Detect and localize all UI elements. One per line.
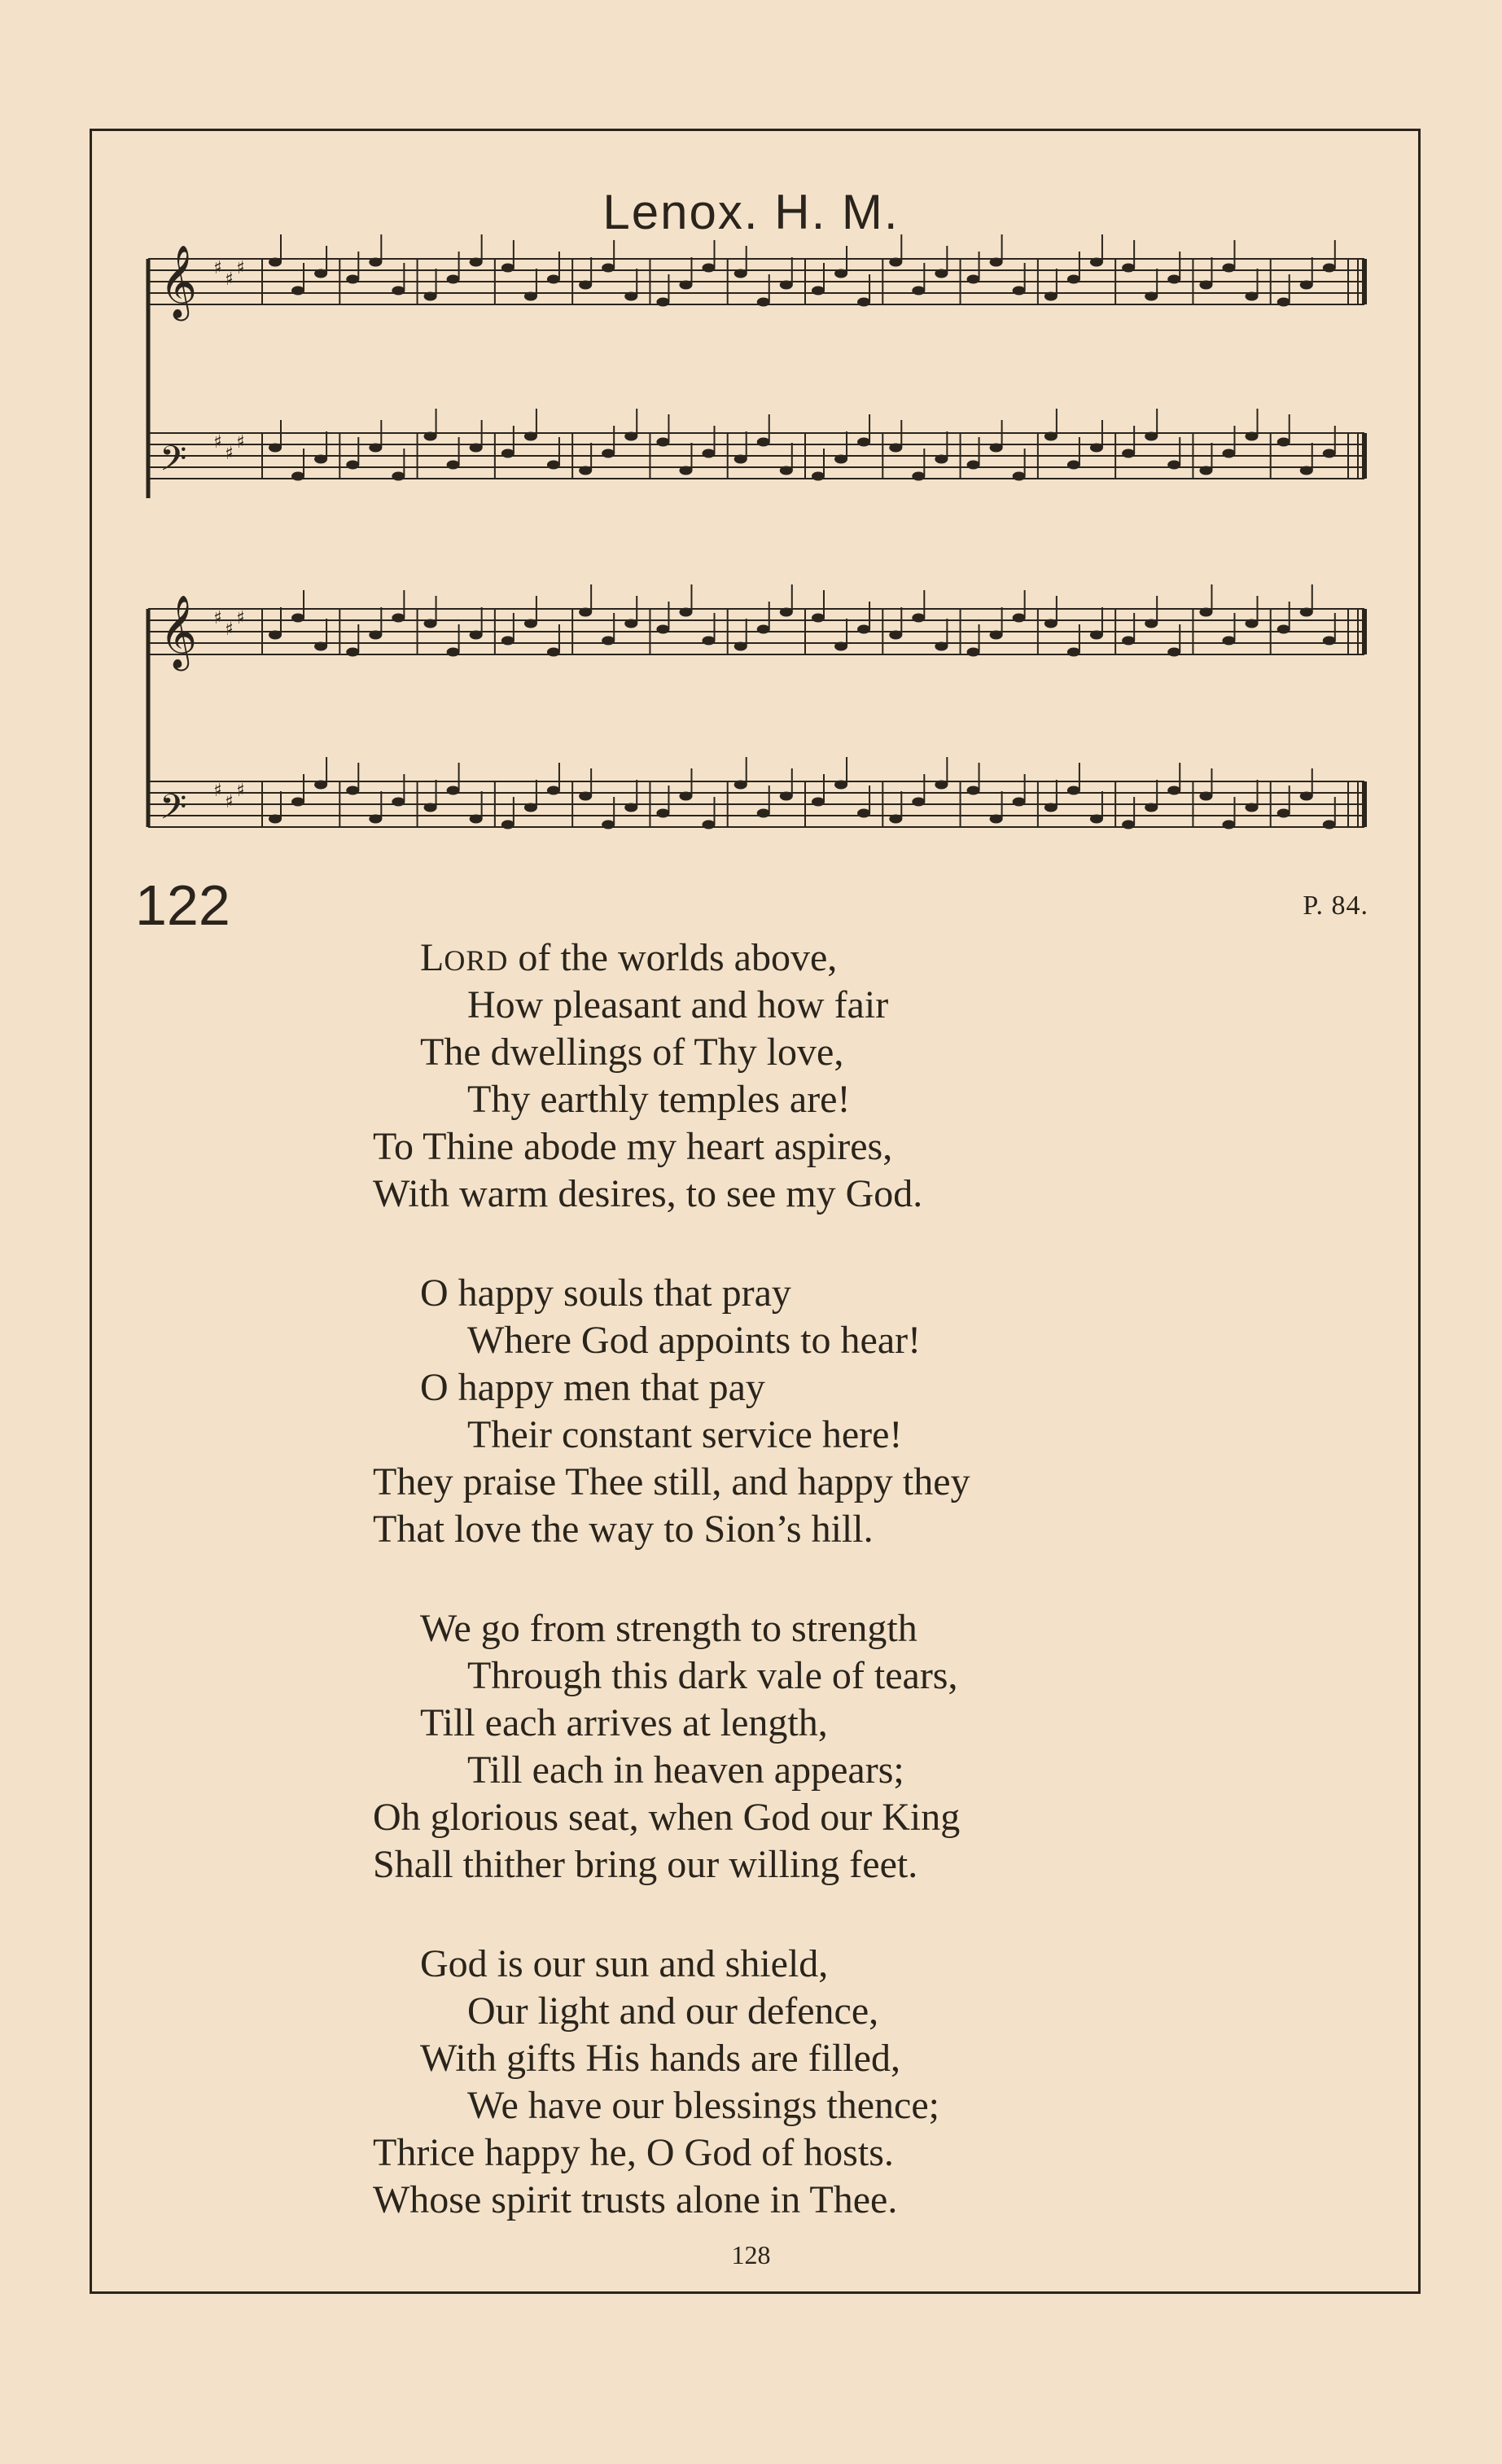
note-head [447, 648, 460, 657]
note-head [1090, 631, 1103, 640]
note-head [470, 258, 483, 267]
note-head [679, 466, 692, 475]
note-head [679, 281, 692, 290]
note-head [447, 275, 460, 284]
sharp-sign: ♯ [213, 258, 222, 278]
stanza-2-line-1: O happy souls that pray [420, 1271, 791, 1315]
note-head [1167, 648, 1180, 657]
note-head [679, 792, 692, 801]
note-head [1167, 461, 1180, 470]
stanza-2-line-4: Their constant service here! [467, 1413, 903, 1456]
note-head [1067, 786, 1080, 795]
note-head [602, 821, 615, 829]
note-head [624, 619, 637, 628]
note-head [912, 798, 925, 807]
note-head [967, 461, 980, 470]
note-head [1145, 432, 1158, 441]
note-head [1246, 619, 1259, 628]
note-head [703, 449, 716, 458]
note-head [524, 292, 537, 301]
sharp-sign: ♯ [236, 781, 245, 801]
note-head [269, 258, 282, 267]
note-head [392, 472, 405, 481]
stanza-3-line-6: Shall thither bring our willing feet. [373, 1843, 918, 1886]
bass-clef: 𝄢 [160, 439, 187, 488]
note-head [912, 287, 925, 295]
note-head [935, 642, 948, 651]
note-head [679, 608, 692, 617]
note-head [269, 631, 282, 640]
note-head [424, 292, 437, 301]
note-head [1090, 815, 1103, 824]
note-head [1300, 792, 1313, 801]
sharp-sign: ♯ [236, 608, 245, 628]
note-head [1323, 637, 1336, 646]
note-head [889, 631, 902, 640]
note-head [1067, 648, 1080, 657]
note-head [935, 269, 948, 278]
note-head [857, 809, 870, 818]
note-head [1044, 292, 1058, 301]
note-head [291, 472, 304, 481]
note-head [291, 614, 304, 623]
sharp-sign: ♯ [213, 432, 222, 453]
note-head [1246, 803, 1259, 812]
treble-clef: 𝄞 [160, 245, 198, 318]
note-head [579, 792, 592, 801]
note-head [447, 461, 460, 470]
note-head [1277, 438, 1290, 447]
note-head [780, 466, 793, 475]
note-head [1044, 432, 1058, 441]
note-head [547, 648, 560, 657]
note-head [547, 275, 560, 284]
note-head [889, 815, 902, 824]
note-head [780, 608, 793, 617]
hymn-number: 122 [135, 873, 230, 937]
note-head [780, 281, 793, 290]
note-head [1277, 809, 1290, 818]
note-head [889, 444, 902, 453]
note-head [579, 608, 592, 617]
note-head [1145, 619, 1158, 628]
note-head [857, 298, 870, 307]
page-number: 128 [731, 2240, 771, 2269]
stanza-2-line-3: O happy men that pay [420, 1366, 765, 1409]
note-head [470, 631, 483, 640]
stanza-3-line-2: Through this dark vale of tears, [467, 1654, 958, 1697]
note-head [314, 781, 327, 790]
tune-title: Lenox. H. M. [602, 185, 900, 239]
note-head [967, 786, 980, 795]
stanza-3-line-3: Till each arrives at length, [420, 1701, 828, 1744]
note-head [1044, 619, 1058, 628]
sharp-sign: ♯ [225, 792, 234, 812]
note-head [1167, 786, 1180, 795]
note-head [1199, 466, 1212, 475]
note-head [392, 287, 405, 295]
note-head [1090, 444, 1103, 453]
note-head [912, 472, 925, 481]
note-head [624, 432, 637, 441]
note-head [346, 648, 359, 657]
note-head [346, 461, 359, 470]
stanza-2-line-2: Where God appoints to hear! [467, 1319, 922, 1362]
sharp-sign: ♯ [213, 608, 222, 628]
note-head [424, 803, 437, 812]
stanza-1-line-2: How pleasant and how fair [467, 983, 889, 1026]
note-head [1246, 432, 1259, 441]
staff-systems [148, 234, 1364, 836]
note-head [834, 455, 847, 464]
note-head [834, 642, 847, 651]
note-head [703, 637, 716, 646]
note-head [624, 292, 637, 301]
note-head [579, 281, 592, 290]
note-head [990, 258, 1003, 267]
note-head [1122, 637, 1135, 646]
note-head [470, 444, 483, 453]
sharp-sign: ♯ [236, 432, 245, 453]
note-head [269, 444, 282, 453]
stanza-3-line-1: We go from strength to strength [420, 1607, 917, 1650]
stanza-4-line-3: With gifts His hands are filled, [420, 2037, 900, 2080]
stanza-1-line-6: With warm desires, to see my God. [373, 1172, 923, 1215]
note-head [602, 449, 615, 458]
note-head [1122, 449, 1135, 458]
note-head [314, 642, 327, 651]
stanza-2-line-6: That love the way to Sion’s hill. [373, 1508, 874, 1551]
note-head [392, 798, 405, 807]
stanza-4-line-2: Our light and our defence, [467, 1989, 879, 2033]
page-reference: P. 84. [1303, 891, 1368, 921]
note-head [369, 631, 382, 640]
note-head [967, 648, 980, 657]
note-head [524, 432, 537, 441]
note-head [656, 298, 669, 307]
stanza-1-line-3: The dwellings of Thy love, [420, 1031, 844, 1074]
stanza-1-line-5: To Thine abode my heart aspires, [373, 1125, 893, 1168]
note-head [656, 809, 669, 818]
music-score [0, 0, 1502, 879]
note-head [812, 614, 825, 623]
note-head [734, 455, 747, 464]
note-head [857, 625, 870, 634]
note-head [1222, 637, 1235, 646]
stanza-1-line-4: Thy earthly temples are! [467, 1078, 851, 1121]
stanza-4-line-1: God is our sun and shield, [420, 1942, 829, 1985]
note-head [734, 269, 747, 278]
note-head [1199, 281, 1212, 290]
note-head [1323, 821, 1336, 829]
note-head [1067, 275, 1080, 284]
stanza-4-line-6: Whose spirit trusts alone in Thee. [373, 2178, 898, 2221]
note-head [757, 809, 770, 818]
note-head [990, 444, 1003, 453]
note-head [369, 258, 382, 267]
note-head [1300, 281, 1313, 290]
note-head [392, 614, 405, 623]
note-head [780, 792, 793, 801]
sharp-sign: ♯ [225, 444, 234, 464]
stanza-3-line-4: Till each in heaven appears; [467, 1748, 904, 1792]
note-head [1013, 614, 1026, 623]
note-head [547, 461, 560, 470]
note-head [1044, 803, 1058, 812]
note-head [1167, 275, 1180, 284]
note-head [1199, 608, 1212, 617]
note-head [1145, 803, 1158, 812]
note-head [1277, 298, 1290, 307]
note-head [1246, 292, 1259, 301]
note-head [990, 631, 1003, 640]
note-head [1300, 608, 1313, 617]
note-head [501, 264, 515, 273]
note-head [524, 619, 537, 628]
note-head [757, 438, 770, 447]
note-head [269, 815, 282, 824]
note-head [470, 815, 483, 824]
note-head [424, 619, 437, 628]
sharp-sign: ♯ [236, 258, 245, 278]
note-head [1145, 292, 1158, 301]
note-head [656, 438, 669, 447]
note-head [834, 269, 847, 278]
note-head [1277, 625, 1290, 634]
note-head [990, 815, 1003, 824]
note-head [1013, 798, 1026, 807]
note-head [1323, 449, 1336, 458]
note-head [314, 455, 327, 464]
note-head [889, 258, 902, 267]
note-head [834, 781, 847, 790]
sharp-sign: ♯ [225, 619, 234, 640]
first-word-small-caps: ORD [444, 944, 509, 977]
note-head [1090, 258, 1103, 267]
stanza-3-line-5: Oh glorious seat, when God our King [373, 1796, 961, 1839]
first-word-initial: L [420, 936, 444, 979]
note-head [734, 642, 747, 651]
note-head [501, 821, 515, 829]
note-head [314, 269, 327, 278]
note-head [656, 625, 669, 634]
note-head [1013, 472, 1026, 481]
note-head [857, 438, 870, 447]
note-head [579, 466, 592, 475]
note-head [703, 264, 716, 273]
note-head [346, 786, 359, 795]
stanza-4-line-4: We have our blessings thence; [467, 2084, 939, 2127]
note-head [1300, 466, 1313, 475]
note-head [369, 815, 382, 824]
note-head [602, 637, 615, 646]
note-head [1222, 821, 1235, 829]
note-head [935, 455, 948, 464]
treble-clef: 𝄞 [160, 595, 198, 668]
note-head [757, 298, 770, 307]
note-head [602, 264, 615, 273]
note-head [1122, 821, 1135, 829]
note-head [703, 821, 716, 829]
note-head [524, 803, 537, 812]
note-head [734, 781, 747, 790]
note-head [812, 472, 825, 481]
note-head [967, 275, 980, 284]
stanza-1-line-1-text: of the worlds above, [518, 936, 838, 979]
stanza-1-line-1 [420, 934, 837, 984]
note-head [624, 803, 637, 812]
note-head [501, 637, 515, 646]
note-head [369, 444, 382, 453]
note-head [1122, 264, 1135, 273]
note-head [547, 786, 560, 795]
note-head [291, 798, 304, 807]
note-head [501, 449, 515, 458]
note-head [291, 287, 304, 295]
note-head [1222, 264, 1235, 273]
sharp-sign: ♯ [213, 781, 222, 801]
note-head [757, 625, 770, 634]
note-head [1067, 461, 1080, 470]
note-head [424, 432, 437, 441]
note-head [1013, 287, 1026, 295]
note-head [1222, 449, 1235, 458]
note-head [812, 287, 825, 295]
note-head [812, 798, 825, 807]
note-head [1199, 792, 1212, 801]
note-head [447, 786, 460, 795]
note-head [1323, 264, 1336, 273]
note-head [912, 614, 925, 623]
bass-clef: 𝄢 [160, 787, 187, 836]
note-head [935, 781, 948, 790]
stanza-2-line-5: They praise Thee still, and happy they [373, 1460, 970, 1503]
stanza-4-line-5: Thrice happy he, O God of hosts. [373, 2131, 894, 2174]
sharp-sign: ♯ [225, 269, 234, 290]
note-head [346, 275, 359, 284]
